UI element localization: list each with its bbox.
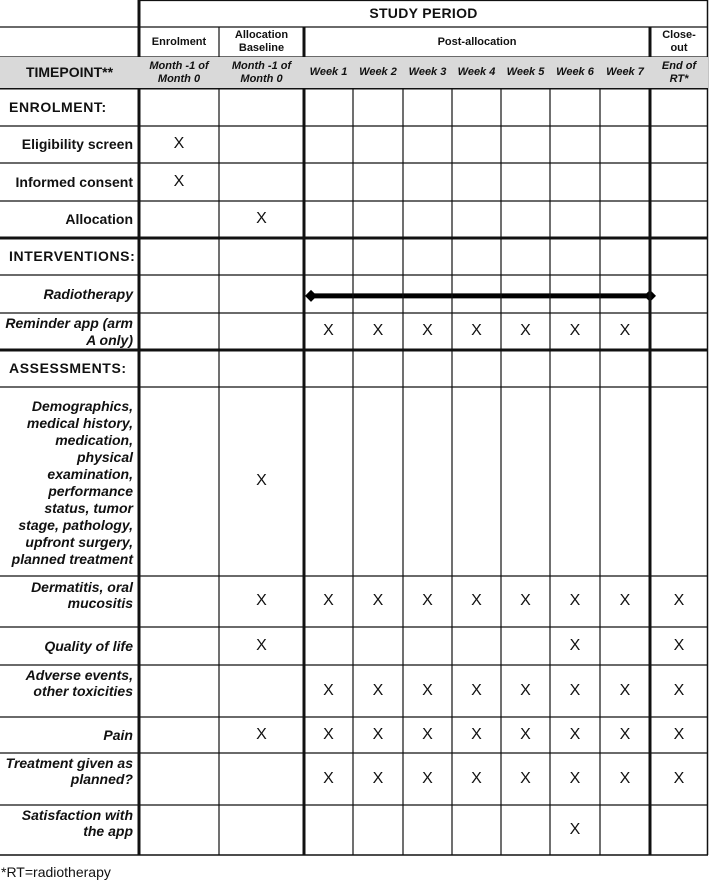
mark-x: X xyxy=(619,769,631,787)
mark-x: X xyxy=(256,472,267,490)
mark-x: X xyxy=(256,725,267,743)
mark-x: X xyxy=(323,725,334,743)
mark-x: X xyxy=(569,636,581,654)
timepoint-7: Week 5 xyxy=(501,57,550,88)
mark-x: X xyxy=(673,681,685,699)
timepoint-2: Month -1 of Month 0 xyxy=(219,57,304,88)
mark-x: X xyxy=(323,681,334,699)
mark-x: X xyxy=(471,725,482,743)
row-label: Satisfaction with the app xyxy=(21,807,133,840)
mark-x: X xyxy=(372,725,384,743)
row-label: Radiotherapy xyxy=(43,285,133,302)
timepoint-8: Week 6 xyxy=(550,57,600,88)
row-label: Quality of life xyxy=(44,637,133,654)
mark-x: X xyxy=(619,322,631,340)
group-allocation-baseline: Allocation Baseline xyxy=(234,29,289,54)
mark-x: X xyxy=(569,322,581,340)
timepoint-4: Week 2 xyxy=(353,57,403,88)
row-label: Eligibility screen xyxy=(21,136,133,153)
mark-x: X xyxy=(471,681,482,699)
mark-x: X xyxy=(569,769,581,787)
timepoint-3: Week 1 xyxy=(304,57,353,88)
mark-x: X xyxy=(471,769,482,787)
mark-x: X xyxy=(520,681,531,699)
mark-x: X xyxy=(256,592,267,610)
mark-x: X xyxy=(372,322,384,340)
mark-x: X xyxy=(520,725,531,743)
mark-x: X xyxy=(422,592,433,610)
mark-x: X xyxy=(422,725,433,743)
mark-x: X xyxy=(619,592,631,610)
mark-x: X xyxy=(422,769,433,787)
row-label: Adverse events, other toxicities xyxy=(25,667,133,700)
mark-x: X xyxy=(173,135,185,153)
mark-x: X xyxy=(569,725,581,743)
row-label: Pain xyxy=(103,726,133,743)
timepoint-10: End of RT* xyxy=(650,57,708,88)
row-label: ASSESSMENTS: xyxy=(9,360,127,377)
mark-x: X xyxy=(619,725,631,743)
row-label: Informed consent xyxy=(15,173,133,190)
mark-x: X xyxy=(471,592,482,610)
mark-x: X xyxy=(569,681,581,699)
timepoint-1: Month -1 of Month 0 xyxy=(139,57,219,88)
mark-x: X xyxy=(569,592,581,610)
timepoint-5: Week 3 xyxy=(403,57,452,88)
row-label: Dermatitis, oral mucositis xyxy=(31,579,133,612)
row-label: Treatment given as planned? xyxy=(5,755,133,788)
mark-x: X xyxy=(256,636,267,654)
group-post-allocation: Post-allocation xyxy=(437,35,517,48)
mark-x: X xyxy=(323,592,334,610)
row-label: INTERVENTIONS: xyxy=(9,248,136,265)
footnote: *RT=radiotherapy xyxy=(1,864,111,880)
timepoint-label: TIMEPOINT** xyxy=(0,57,139,88)
mark-x: X xyxy=(673,592,685,610)
row-label: Reminder app (arm A only) xyxy=(5,315,133,348)
mark-x: X xyxy=(520,322,531,340)
mark-x: X xyxy=(173,172,185,190)
mark-x: X xyxy=(673,725,685,743)
timepoint-9: Week 7 xyxy=(600,57,650,88)
study-period-header: STUDY PERIOD xyxy=(369,5,478,22)
bar-start-diamond-icon xyxy=(305,290,317,302)
mark-x: X xyxy=(372,592,384,610)
row-label: Demographics, medical history, medication, physical examination, performance status, tumor stage, pathology, upfront surgery, planned treatment xyxy=(11,397,133,567)
mark-x: X xyxy=(569,820,581,838)
mark-x: X xyxy=(422,322,433,340)
mark-x: X xyxy=(256,210,267,228)
timepoint-6: Week 4 xyxy=(452,57,501,88)
mark-x: X xyxy=(323,322,334,340)
mark-x: X xyxy=(673,769,685,787)
group-enrolment: Enrolment xyxy=(151,35,207,48)
group-close-out: Close-out xyxy=(662,29,696,54)
mark-x: X xyxy=(372,769,384,787)
mark-x: X xyxy=(673,636,685,654)
mark-x: X xyxy=(422,681,433,699)
mark-x: X xyxy=(520,769,531,787)
mark-x: X xyxy=(619,681,631,699)
mark-x: X xyxy=(520,592,531,610)
row-label: Allocation xyxy=(65,211,133,228)
mark-x: X xyxy=(471,322,482,340)
mark-x: X xyxy=(323,769,334,787)
mark-x: X xyxy=(372,681,384,699)
row-label: ENROLMENT: xyxy=(9,98,107,115)
